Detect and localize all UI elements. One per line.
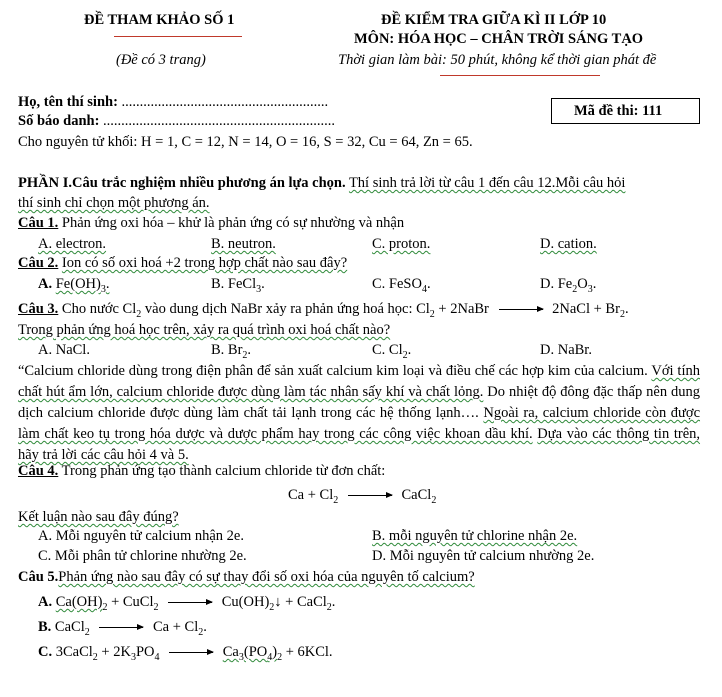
q4-conclusion: Kết luận nào sau đây đúng?	[18, 509, 179, 525]
exam-code-label: Mã đề thi:	[574, 103, 639, 119]
q1-option-c[interactable]: C. proton.	[372, 236, 431, 252]
q3-option-c[interactable]: C. $Cl_2$.	[372, 342, 412, 361]
exam-code-box	[551, 98, 700, 124]
q1-option-d[interactable]: D. cation.	[540, 236, 597, 252]
question-text: Phản ứng nào sau đây có sự thay đổi số oxi hóa của nguyên tố calcium?	[58, 569, 475, 585]
reaction-arrow	[168, 602, 212, 603]
q3-option-d[interactable]: D. NaBr.	[540, 342, 592, 358]
question-label: Câu 2.	[18, 255, 59, 271]
part1-heading	[18, 175, 625, 192]
student-name-field[interactable]: .........................................................	[121, 94, 329, 110]
question-label: Câu 1.	[18, 215, 59, 231]
part1-title: PHẦN I.Câu trắc nghiệm nhiều phương án lựa chọn.	[18, 175, 346, 191]
q5-option-b[interactable]: B. CaCl$_2$ $Ca + Cl_2$.	[38, 619, 207, 638]
question-label: Câu 5.	[18, 569, 59, 585]
exam-code	[574, 103, 662, 120]
reaction-arrow	[99, 627, 143, 628]
q3-option-a[interactable]: A. NaCl.	[38, 342, 90, 358]
q5-option-a[interactable]: A. $Ca(OH)_2$ + CuCl$_2$ $Cu(OH)_2↓$ + CaCl$_2$.	[38, 594, 336, 613]
q1-option-a[interactable]: A. electron.	[38, 236, 107, 252]
q3-subquestion: Trong phản ứng hoá học trên, xảy ra quá trình oxi hoá chất nào?	[18, 322, 391, 338]
q1-option-b[interactable]: B. neutron.	[211, 236, 276, 252]
subject-title: MÔN: HÓA HỌC – CHÂN TRỜI SÁNG TẠO	[354, 31, 644, 47]
reaction-arrow	[499, 309, 543, 310]
question-text: Phản ứng oxi hóa – khử là phản ứng có sự nhường và nhận	[61, 215, 405, 231]
q2-option-d[interactable]: D. $Fe_2O_3$.	[540, 276, 597, 295]
q4-option-b[interactable]: B. mỗi nguyên tử chlorine nhận 2e.	[372, 528, 578, 544]
exam-series-title: ĐỀ THAM KHẢO SỐ 1	[84, 12, 235, 28]
question-4: Câu 4. Trong phản ứng tạo thành calcium chloride từ đơn chất:	[18, 463, 386, 479]
q3-option-b[interactable]: B. $Br_2$.	[211, 342, 252, 361]
part1-instruction-cont: thí sinh chỉ chọn một phương án.	[18, 195, 210, 211]
part1-instruction: Thí sinh trả lời từ câu 1 đến câu 12.Mỗi câu hỏi	[348, 175, 626, 191]
page-count-note: (Đề có 3 trang)	[116, 52, 206, 68]
q4-option-c[interactable]: C. Mỗi phân tử chlorine nhường 2e.	[38, 548, 247, 564]
subject-divider	[440, 75, 600, 76]
reaction-arrow	[348, 495, 392, 496]
student-id-field[interactable]: ................................................................	[103, 113, 336, 129]
time-note: Thời gian làm bài: 50 phút, không kể thời gian phát đề	[338, 52, 657, 68]
q5-option-c[interactable]: C. 3CaCl$_2$ + $2K_3PO_4$ $Ca_3(PO_4)_2 + 6KCl$.	[38, 644, 333, 663]
exam-title: ĐỀ KIỂM TRA GIỮA KÌ II LỚP 10	[381, 12, 607, 28]
question-5	[18, 569, 475, 586]
exam-code-value: 111	[642, 103, 663, 119]
reaction-arrow	[169, 652, 213, 653]
student-name-line	[18, 94, 328, 111]
atomic-masses: Cho nguyên tử khối: H = 1, C = 12, N = 14, O = 16, S = 32, Cu = 64, Zn = 65.	[18, 134, 473, 150]
q4-option-d[interactable]: D. Mỗi nguyên tử calcium nhường 2e.	[372, 548, 595, 564]
title-divider	[114, 36, 242, 37]
q2-option-b[interactable]: B. FeCl$_3$.	[211, 276, 265, 295]
q2-option-c[interactable]: C. FeSO$_4$.	[372, 276, 431, 295]
question-3: Câu 3. Cho nước $Cl_2$ vào dung dịch NaBr xảy ra phản ứng hoá học: $Cl_2$ + 2NaBr 2NaCl + $Br_2$.	[18, 301, 629, 320]
question-1	[18, 215, 404, 232]
question-text: Ion có số oxi hoá +2 trong hợp chất nào sau đây?	[61, 255, 348, 271]
reading-passage: “Calcium chloride dùng trong điện phân để sản xuất calcium kim loại và điều chế các hợp kim của calcium. Với tính chất hút ẩm lớn, calcium chloride được dùng làm tác nhân sấy khí và chất lỏng. Do nhiệt độ đông đặc thấp nên dung dịch calcium chloride được dùng làm chất tải lạnh trong các hệ thống lạnh…. Ngoài ra, calcium chloride còn được làm chất keo tụ trong hóa dược và dược phẩm hay trong các công việc khoan dầu khí. Dựa vào các thông tin trên, hãy trả lời các câu hỏi 4 và 5.	[18, 363, 701, 463]
q4-option-a[interactable]: A. Mỗi nguyên tử calcium nhận 2e.	[38, 528, 244, 544]
student-id-label: Số báo danh:	[18, 113, 100, 129]
student-id-line	[18, 113, 335, 130]
question-2	[18, 255, 347, 272]
q4-equation: $Ca + Cl_2$ CaCl$_2$	[288, 487, 437, 506]
question-label: Câu 4.	[18, 463, 59, 479]
q2-option-a[interactable]: A. $Fe(OH)_3$.	[38, 276, 110, 295]
student-name-label: Họ, tên thí sinh:	[18, 94, 118, 110]
question-label: Câu 3.	[18, 301, 59, 317]
